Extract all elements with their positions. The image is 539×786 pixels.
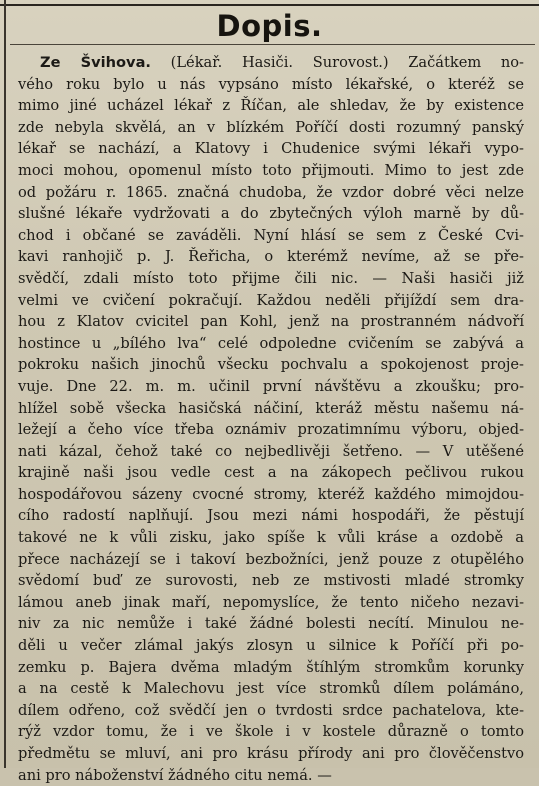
text-line: vuje. Dne 22. m. m. učinil první návštěvu a zkoušku; pro- [18, 377, 524, 395]
text-line: hostince u „bílého lva“ celé odpoledne cvičením se zabývá a [18, 334, 524, 352]
text-line: takové ne k vůli zisku, jako spíše k vůli kráse a ozdobě a [18, 529, 524, 547]
text-line: kavi ranhojič p. J. Řeřicha, o kterémž nevíme, až se pře- [18, 248, 524, 266]
text-line: niv za nic nemůže i také žádné bolesti necítí. Minulou ne- [18, 615, 524, 633]
text-line: krajině naši jsou vedle cest a na zákopech pečlivou rukou [18, 464, 524, 482]
text-line: od požáru r. 1865. značná chudoba, že vzdor dobré věci nelze [18, 183, 524, 201]
text-line: děli u večer zlámal jakýs zlosyn u silnice k Poříčí při po- [18, 637, 524, 655]
text-line: cího radostí naplňují. Jsou mezi námi hospodáři, že pěstují [18, 507, 524, 525]
text-line: lékař se nachází, a Klatovy i Chudenice svými lékaři vypo- [18, 140, 524, 158]
text-line: zde nebyla skvělá, an v blízkém Poříčí dosti rozumný panský [18, 118, 524, 136]
article-title: Dopis. [216, 9, 323, 43]
text-line: nati kázal, čehož také co nejbedlivěji šetřeno. — V utěšené [18, 442, 524, 460]
text-line: hlížel sobě všecka hasičská náčiní, kteráž městu našemu ná- [18, 399, 524, 417]
text-line: dílem odřeno, což svědčí jen o tvrdosti srdce pachatelova, kte- [18, 701, 524, 719]
text-line: slušné lékaře vydržovati a do zbytečných výloh marně by dů- [18, 205, 524, 223]
text-line: vého roku bylo u nás vypsáno místo lékařské, o kteréž se [18, 75, 524, 93]
text-line: pokroku našich jinochů všecku pochvalu a spokojenost proje- [18, 356, 524, 374]
text-line: ležejí a čeho více třeba oznámiv prozatimnímu výboru, objed- [18, 421, 524, 439]
title-underline [10, 44, 535, 45]
text-line: velmi ve cvičení pokračují. Každou neděli přijíždí sem dra- [18, 291, 524, 309]
text-line: předmětu se mluví, ani pro krásu přírody ani pro člověčenstvo [18, 745, 524, 762]
text-line: moci mohou, opomenul místo toto přijmouti. Mimo to jest zde [18, 161, 524, 179]
text-line-content: (Lékař. Hasiči. Surovost.) Začátkem no- [170, 54, 524, 71]
text-line: zemku p. Bajera dvěma mladým štíhlým stromkům korunky [18, 658, 524, 676]
text-line: hospodářovou sázeny cvocné stromy, kteréž každého mimojdou- [18, 485, 524, 503]
text-line: mimo jiné ucházel lékař z Říčan, ale shledav, že by existence [18, 97, 524, 115]
text-line: svědčí, zdali místo toto přijme čili nic. — Naši hasiči již [18, 269, 524, 287]
article-body [18, 52, 524, 786]
left-column-rule [4, 0, 6, 768]
text-line: lámou aneb jinak maří, nepomyslíce, že tento ničeho nezavi- [18, 593, 524, 611]
text-line: svědomí buď ze surovosti, neb ze mstivosti mladé stromky [18, 572, 524, 590]
text-line: a na cestě k Malechovu jest více stromků dílem polámáno, [18, 680, 524, 698]
text-line: chod i občané se zaváděli. Nyní hlásí se sem z České Cvi- [18, 226, 524, 244]
text-line [18, 52, 524, 74]
text-line: přece nacházejí se i takoví bezbožníci, jenž pouze z otupělého [18, 550, 524, 568]
dateline: Ze Švihova. [40, 54, 151, 71]
text-line: ani pro náboženství žádného citu nemá. — [18, 766, 332, 784]
text-line: hou z Klatov cvicitel pan Kohl, jenž na prostranném nádvoří [18, 313, 524, 331]
text-line: rýž vzdor tomu, že i ve škole i v kostele důrazně o tomto [18, 723, 524, 741]
